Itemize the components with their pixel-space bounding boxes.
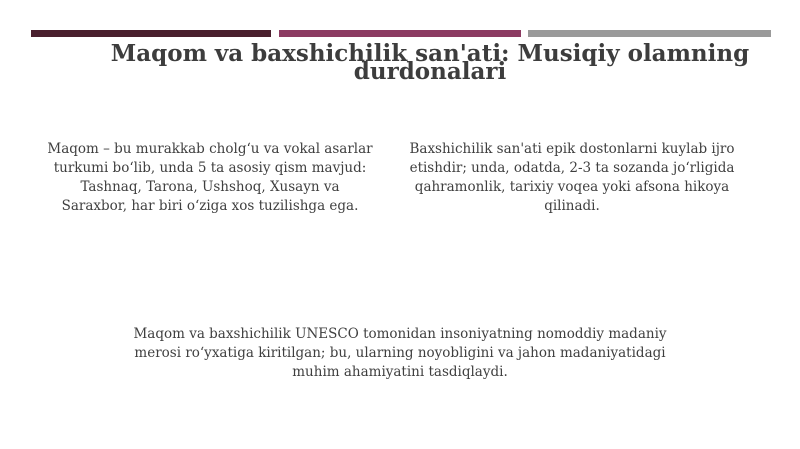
baxshichilik-description: Baxshichilik san'ati epik dostonlarni kuylab ijro etishdir; unda, odatda, 2-3 ta sozanda jo‘rligida qahramonlik, tarixiy voqea yoki afsona hikoya qilinadi. [409,141,735,214]
unesco-note: Maqom va baxshichilik UNESCO tomonidan insoniyatning nomoddiy madaniy merosi ro‘yxatiga kiritilgan; bu, ularning noyobligini va jahon madaniyatidagi muhim ahamiyatini tasdiqlaydi. [133,326,667,380]
slide-title: Maqom va baxshichilik san'ati: Musiqiy olamning durdonalari [110,40,750,85]
accent-bar-dark [31,30,271,37]
accent-bar-magenta [279,30,521,37]
accent-bar-gray [528,30,771,37]
maqom-description: Maqom – bu murakkab cholg‘u va vokal asarlar turkumi bo‘lib, unda 5 ta asosiy qism mavjud: Tashnaq, Tarona, Ushshoq, Xusayn va Saraxbor, har biri o‘ziga xos tuzilishga ega. [47,141,373,214]
